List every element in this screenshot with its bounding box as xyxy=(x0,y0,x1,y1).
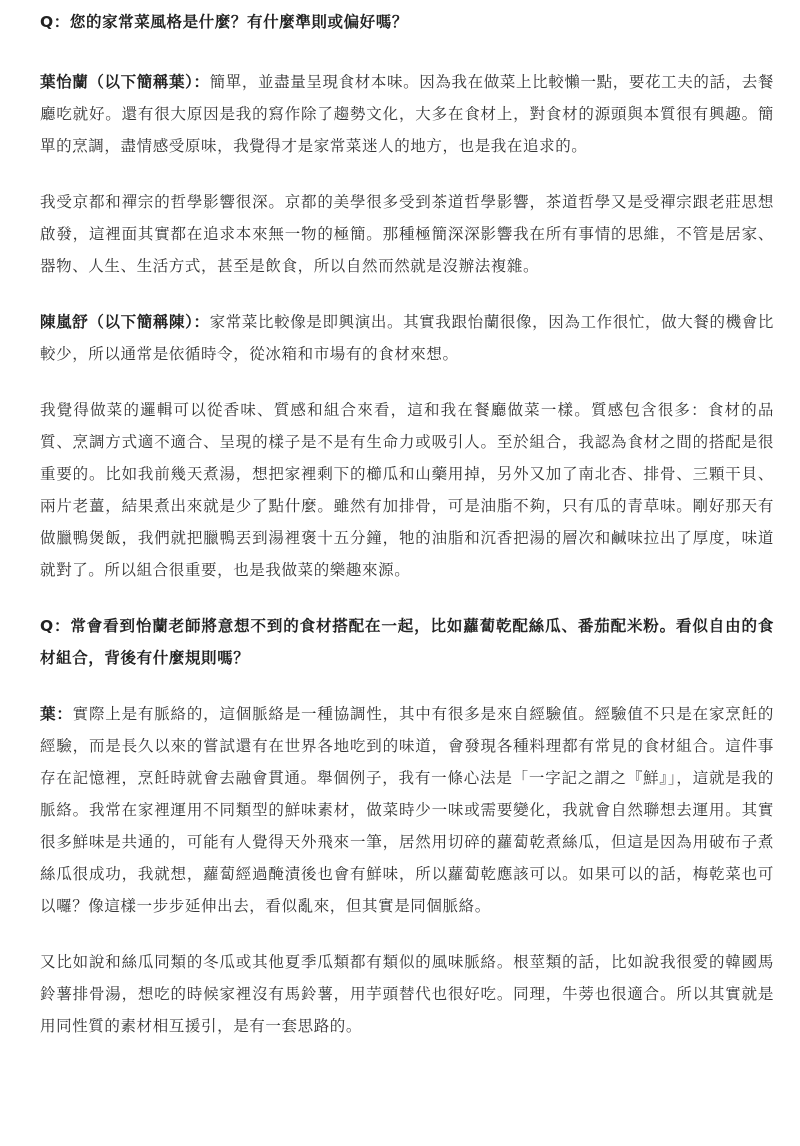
paragraph-text: 家常菜比較像是即興演出。其實我跟怡蘭很像，因為工作很忙，做大餐的機會比較少，所以通常是依循時令，從冰箱和市場有的食材來想。 xyxy=(40,313,774,363)
answer-paragraph xyxy=(40,698,774,922)
speaker-label: 陳嵐舒（以下簡稱陳）： xyxy=(40,313,210,331)
paragraph-text: 簡單，並盡量呈現食材本味。因為我在做菜上比較懶一點，要花工夫的話，去餐廳吃就好。還有很大原因是我的寫作除了趨勢文化，大多在食材上，對食材的源頭與本質很有興趣。簡單的烹調，盡情感受原味，我覺得才是家常菜迷人的地方，也是我在追求的。 xyxy=(40,73,774,155)
paragraph-text: 又比如說和絲瓜同類的冬瓜或其他夏季瓜類都有類似的風味脈絡。根莖類的話，比如說我很愛的韓國馬鈴薯排骨湯，想吃的時候家裡沒有馬鈴薯，用芋頭替代也很好吃。同理，牛蒡也很適合。所以其實就是用同性質的素材相互援引，是有一套思路的。 xyxy=(40,953,774,1035)
paragraph-text: 我受京都和禪宗的哲學影響很深。京都的美學很多受到茶道哲學影響，茶道哲學又是受禪宗跟老莊思想啟發，這裡面其實都在追求本來無一物的極簡。那種極簡深深影響我在所有事情的思維，不管是居家、器物、人生、生活方式，甚至是飲食，所以自然而然就是沒辦法複雜。 xyxy=(40,193,774,275)
speaker-label: 葉： xyxy=(40,705,73,723)
answer-paragraph xyxy=(40,394,774,586)
question-heading: Q：您的家常菜風格是什麼？有什麼準則或偏好嗎？ xyxy=(40,13,408,31)
answer-paragraph xyxy=(40,66,774,162)
answer-paragraph xyxy=(40,306,774,370)
paragraph-text: 我覺得做菜的邏輯可以從香味、質感和組合來看，這和我在餐廳做菜一樣。質感包含很多：食材的品質、烹調方式適不適合、呈現的樣子是不是有生命力或吸引人。至於組合，我認為食材之間的搭配是很重要的。比如我前幾天煮湯，想把家裡剩下的櫛瓜和山藥用掉，另外又加了南北杏、排骨、三顆干貝、兩片老薑，結果煮出來就是少了點什麼。雖然有加排骨，可是油脂不夠，只有瓜的青草味。剛好那天有做臘鴨煲飯，我們就把臘鴨丟到湯裡褒十五分鐘，牠的油脂和沉香把湯的層次和鹹味拉出了厚度，味道就對了。所以組合很重要，也是我做菜的樂趣來源。 xyxy=(40,401,774,579)
paragraph-text: 實際上是有脈絡的，這個脈絡是一種協調性，其中有很多是來自經驗值。經驗值不只是在家烹飪的經驗，而是長久以來的嘗試還有在世界各地吃到的味道，會發現各種料理都有常見的食材組合。這件事存在記憶裡，烹飪時就會去融會貫通。舉個例子，我有一條心法是「一字記之謂之『鮮』」，這就是我的脈絡。我常在家裡運用不同類型的鮮味素材，做菜時少一味或需要變化，我就會自然聯想去運用。其實很多鮮味是共通的，可能有人覺得天外飛來一筆，居然用切碎的蘿蔔乾煮絲瓜，但這是因為用破布子煮絲瓜很成功，我就想，蘿蔔經過醃漬後也會有鮮味，所以蘿蔔乾應該可以。如果可以的話，梅乾菜也可以囉？像這樣一步步延伸出去，看似亂來，但其實是同個脈絡。 xyxy=(40,705,774,915)
question-heading: Q：常會看到怡蘭老師將意想不到的食材搭配在一起，比如蘿蔔乾配絲瓜、番茄配米粉。看似自由的食材組合，背後有什麼規則嗎？ xyxy=(40,617,774,667)
answer-paragraph xyxy=(40,946,774,1042)
answer-paragraph xyxy=(40,186,774,282)
speaker-label: 葉怡蘭（以下簡稱葉）： xyxy=(40,73,210,91)
